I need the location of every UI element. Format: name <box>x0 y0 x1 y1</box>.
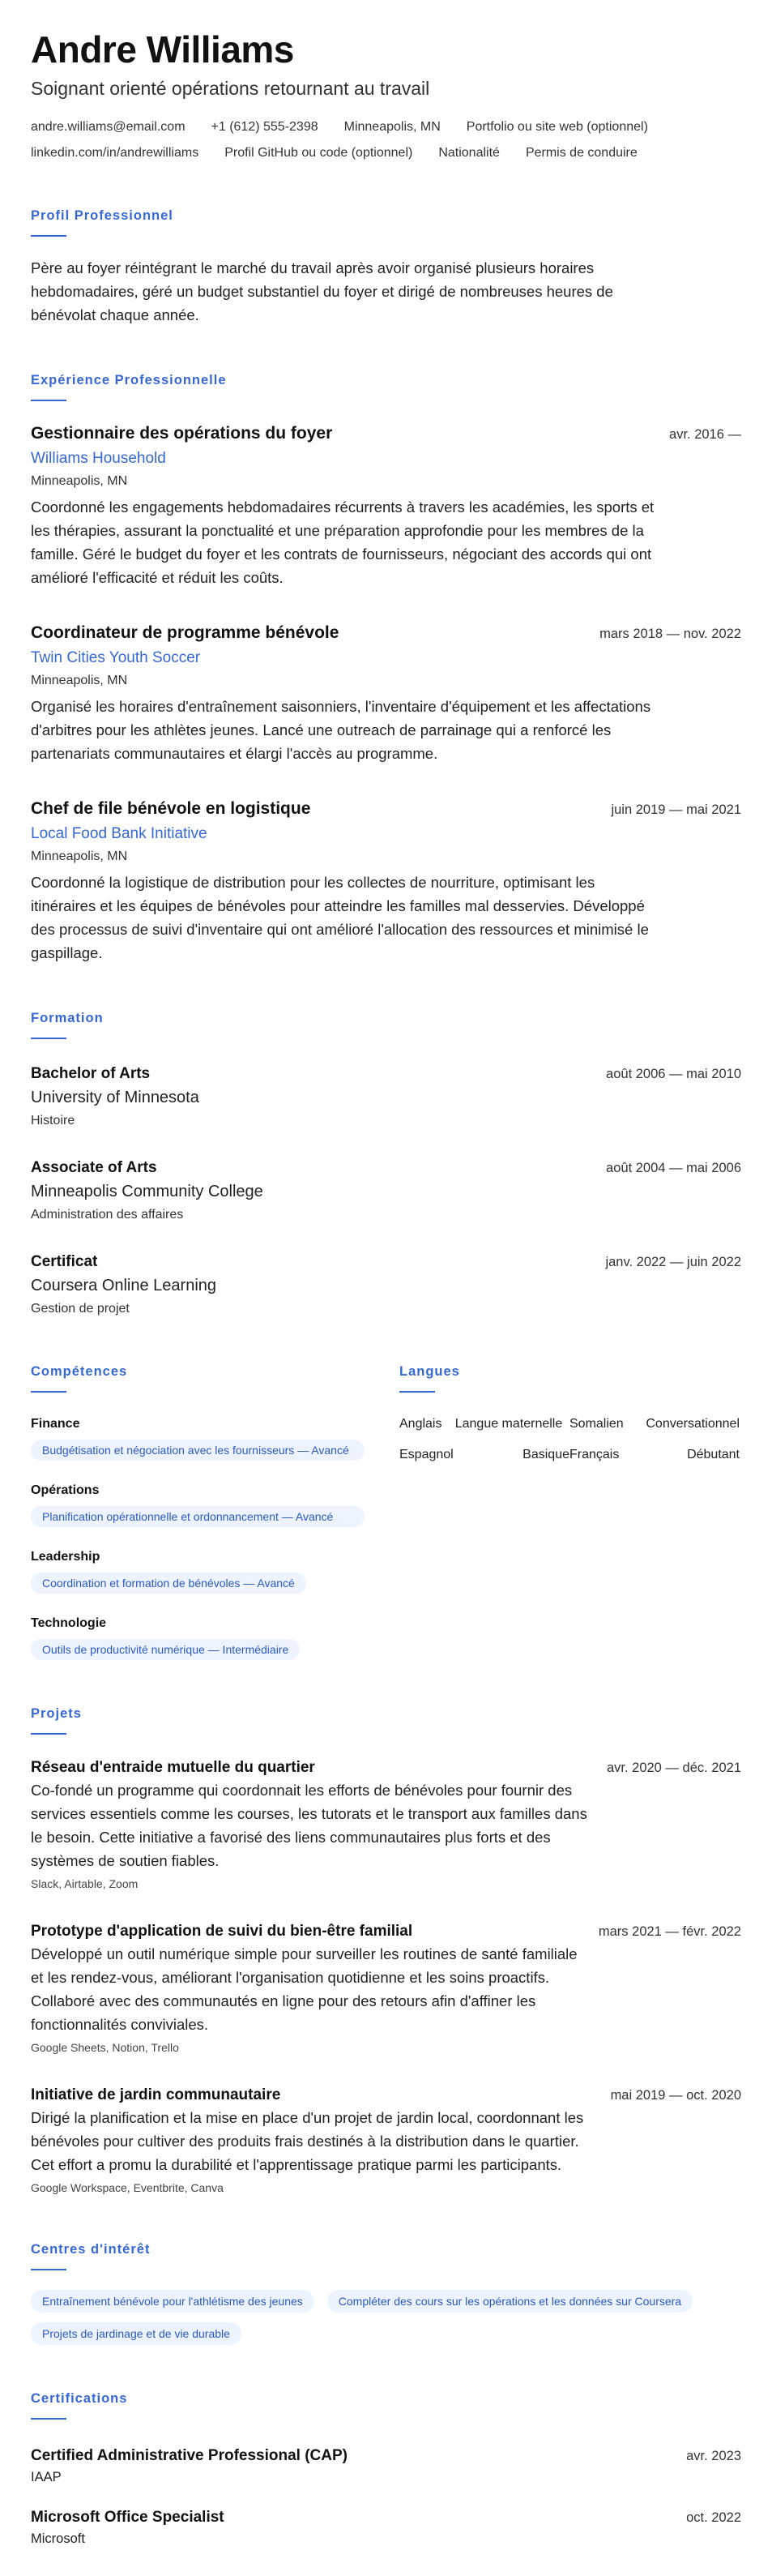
section-divider <box>399 1391 435 1393</box>
experience-entry <box>31 622 741 765</box>
employer-name: Twin Cities Youth Soccer <box>31 649 201 666</box>
section-title: Expérience Professionnelle <box>31 373 227 387</box>
education-entry <box>31 1063 741 1130</box>
school-name: Coursera Online Learning <box>31 1277 217 1294</box>
language-item <box>399 1446 569 1464</box>
section-divider <box>31 235 66 237</box>
language-name: Anglais <box>399 1417 442 1431</box>
education-dates: août 2006 — mai 2010 <box>606 1067 741 1081</box>
contact-list <box>31 118 741 162</box>
job-description: Coordonné la logistique de distribution pour les collectes de nourriture, optimisant les itinéraires et les équipes de bénévoles pour atteindre les familles mal desservies. Développé des processus de suivi d'inventaire qui ont amélioré l'allocation des ressources et minimisé le gaspillage. <box>31 874 649 961</box>
job-dates: mars 2018 — nov. 2022 <box>599 627 741 641</box>
interest-chip: Entraînement bénévole pour l'athlétisme des jeunes <box>31 2290 314 2313</box>
certification-entry <box>31 2507 741 2548</box>
candidate-headline: Soignant orienté opérations retournant au travail <box>31 78 430 99</box>
field-of-study: Administration des affaires <box>31 1208 184 1222</box>
section-divider <box>31 2269 66 2270</box>
language-name: Somalien <box>569 1417 624 1431</box>
degree-name: Associate of Arts <box>31 1159 157 1176</box>
experience-section <box>31 372 741 965</box>
project-dates: mai 2019 — oct. 2020 <box>610 2088 741 2103</box>
section-title: Certifications <box>31 2391 128 2406</box>
section-title: Centres d'intérêt <box>31 2242 151 2257</box>
project-entry <box>31 2085 741 2196</box>
interest-chip: Projets de jardinage et de vie durable <box>31 2322 241 2345</box>
contact-nationality: Nationalité <box>438 146 500 160</box>
project-entry <box>31 1757 741 1892</box>
job-location: Minneapolis, MN <box>31 849 128 863</box>
education-entry <box>31 1252 741 1318</box>
languages-section <box>399 1363 740 1660</box>
degree-name: Certificat <box>31 1253 98 1270</box>
candidate-name: Andre Williams <box>31 28 294 71</box>
resume-header <box>31 28 741 162</box>
certification-date: oct. 2022 <box>686 2510 741 2525</box>
skill-chip: Coordination et formation de bénévoles — Avancé <box>31 1573 306 1594</box>
education-list <box>31 1063 741 1318</box>
interest-chip: Compléter des cours sur les opérations et les données sur Coursera <box>327 2290 693 2313</box>
contact-driving-license: Permis de conduire <box>525 146 638 160</box>
contact-linkedin[interactable]: linkedin.com/in/andrewilliams <box>31 146 199 160</box>
section-title: Projets <box>31 1706 82 1721</box>
certification-entry <box>31 2445 741 2486</box>
interests-list <box>31 2290 695 2345</box>
education-section <box>31 1010 741 1318</box>
contact-phone[interactable]: +1 (612) 555-2398 <box>211 120 318 134</box>
projects-section <box>31 1705 741 2196</box>
language-level: Langue maternelle <box>454 1417 563 1431</box>
skill-chip: Outils de productivité numérique — Intermédiaire <box>31 1639 300 1660</box>
job-dates: avr. 2016 — <box>669 427 741 442</box>
skill-group <box>31 1415 371 1461</box>
section-title: Formation <box>31 1011 104 1025</box>
section-divider <box>31 1038 66 1039</box>
contact-github[interactable]: Profil GitHub ou code (optionnel) <box>224 146 413 160</box>
project-tools: Google Workspace, Eventbrite, Canva <box>31 2181 224 2194</box>
project-description: Dirigé la planification et la mise en place d'un projet de jardin local, coordonnant les bénévoles pour cultiver des produits frais destinés à la distribution dans le quartier. Cet effort a promu la durabilité et l'apprentissage pratique parmi les participants. <box>31 2109 584 2173</box>
skill-chip: Planification opérationnelle et ordonnancement — Avancé <box>31 1506 365 1527</box>
job-title: Gestionnaire des opérations du foyer <box>31 424 333 443</box>
skill-group <box>31 1482 371 1527</box>
skills-list <box>31 1415 371 1660</box>
experience-entry <box>31 422 741 589</box>
field-of-study: Gestion de projet <box>31 1302 130 1316</box>
employer-name: Williams Household <box>31 450 166 467</box>
school-name: University of Minnesota <box>31 1089 199 1106</box>
language-level: Débutant <box>687 1448 740 1461</box>
interests-section <box>31 2241 741 2345</box>
school-name: Minneapolis Community College <box>31 1183 263 1200</box>
job-description: Coordonné les engagements hebdomadaires récurrents à travers les académies, les sports et les thérapies, assurant la ponctualité et une préparation approfondie pour les membres de la famille. Géré le budget du foyer et les contrats de fournisseurs, négociant des accords qui ont amélioré l'efficacité et réduit les coûts. <box>31 499 655 586</box>
education-entry <box>31 1157 741 1224</box>
skills-languages-row <box>31 1363 741 1660</box>
language-level: Conversationnel <box>646 1417 740 1431</box>
project-title: Initiative de jardin communautaire <box>31 2086 281 2103</box>
section-divider <box>31 400 66 401</box>
skill-category: Opérations <box>31 1483 100 1497</box>
field-of-study: Histoire <box>31 1114 75 1128</box>
contact-email[interactable]: andre.williams@email.com <box>31 120 186 134</box>
section-title: Compétences <box>31 1364 128 1379</box>
employer-name: Local Food Bank Initiative <box>31 825 207 842</box>
job-location: Minneapolis, MN <box>31 474 128 488</box>
education-dates: janv. 2022 — juin 2022 <box>605 1255 741 1269</box>
project-description: Développé un outil numérique simple pour surveiller les routines de santé familiale et les rendez-vous, améliorant l'organisation quotidienne et les soins proactifs. Collaboré avec des communautés en ligne pour des retours afin d'affiner les fonctionnalités conviviales. <box>31 1945 578 2033</box>
education-dates: août 2004 — mai 2006 <box>606 1161 741 1175</box>
section-title: Langues <box>399 1364 460 1379</box>
language-level: Basique <box>522 1448 569 1461</box>
certification-issuer: IAAP <box>31 2470 62 2484</box>
certification-title: Microsoft Office Specialist <box>31 2509 224 2526</box>
language-name: Espagnol <box>399 1448 454 1461</box>
project-tools: Slack, Airtable, Zoom <box>31 1877 139 1890</box>
skills-section <box>31 1363 371 1660</box>
contact-portfolio[interactable]: Portfolio ou site web (optionnel) <box>466 120 648 134</box>
experience-entry <box>31 798 741 965</box>
job-dates: juin 2019 — mai 2021 <box>611 802 741 817</box>
job-title: Coordinateur de programme bénévole <box>31 623 339 642</box>
languages-list <box>399 1415 740 1464</box>
project-description: Co-fondé un programme qui coordonnait les efforts de bénévoles pour fournir des services essentiels comme les courses, les tutorats et le transport aux familles dans le besoin. Cette initiative a favorisé des liens communautaires plus forts et des systèmes de soutien fiables. <box>31 1782 587 1869</box>
language-item <box>569 1415 740 1433</box>
profile-summary: Père au foyer réintégrant le marché du travail après avoir organisé plusieurs horaires hebdomadaires, géré un budget substantiel du foyer et dirigé de nombreuses heures de bénévolat chaque année. <box>31 259 613 323</box>
project-dates: mars 2021 — févr. 2022 <box>598 1924 741 1939</box>
section-divider <box>31 2418 66 2420</box>
section-divider <box>31 1733 66 1735</box>
project-tools: Google Sheets, Notion, Trello <box>31 2041 179 2054</box>
language-item <box>569 1446 740 1464</box>
skill-category: Technologie <box>31 1616 107 1630</box>
experience-list <box>31 422 741 965</box>
project-title: Prototype d'application de suivi du bien-être familial <box>31 1923 413 1940</box>
certifications-list <box>31 2445 741 2548</box>
job-location: Minneapolis, MN <box>31 674 128 687</box>
certification-title: Certified Administrative Professional (CAP) <box>31 2447 348 2464</box>
skill-chip: Budgétisation et négociation avec les fournisseurs — Avancé <box>31 1440 365 1461</box>
job-title: Chef de file bénévole en logistique <box>31 799 311 818</box>
skill-group <box>31 1548 371 1594</box>
certification-issuer: Microsoft <box>31 2531 85 2546</box>
degree-name: Bachelor of Arts <box>31 1065 151 1082</box>
project-dates: avr. 2020 — déc. 2021 <box>606 1761 741 1775</box>
certification-date: avr. 2023 <box>686 2449 741 2463</box>
projects-list <box>31 1757 741 2196</box>
section-title: Profil Professionnel <box>31 208 173 223</box>
project-title: Réseau d'entraide mutuelle du quartier <box>31 1759 315 1776</box>
contact-location: Minneapolis, MN <box>343 120 441 134</box>
skill-group <box>31 1615 371 1660</box>
skill-category: Leadership <box>31 1550 100 1564</box>
profile-section <box>31 208 741 327</box>
language-item <box>399 1415 569 1433</box>
section-divider <box>31 1391 66 1393</box>
job-description: Organisé les horaires d'entraînement saisonniers, l'inventaire d'équipement et les affectations d'arbitres pour les athlètes jeunes. Lancé une outreach de parrainage qui a renforcé les partenariats communautaires et élargi l'accès au programme. <box>31 698 651 762</box>
skill-category: Finance <box>31 1417 80 1431</box>
project-entry <box>31 1921 741 2056</box>
language-name: Français <box>569 1448 620 1461</box>
certifications-section <box>31 2390 741 2548</box>
